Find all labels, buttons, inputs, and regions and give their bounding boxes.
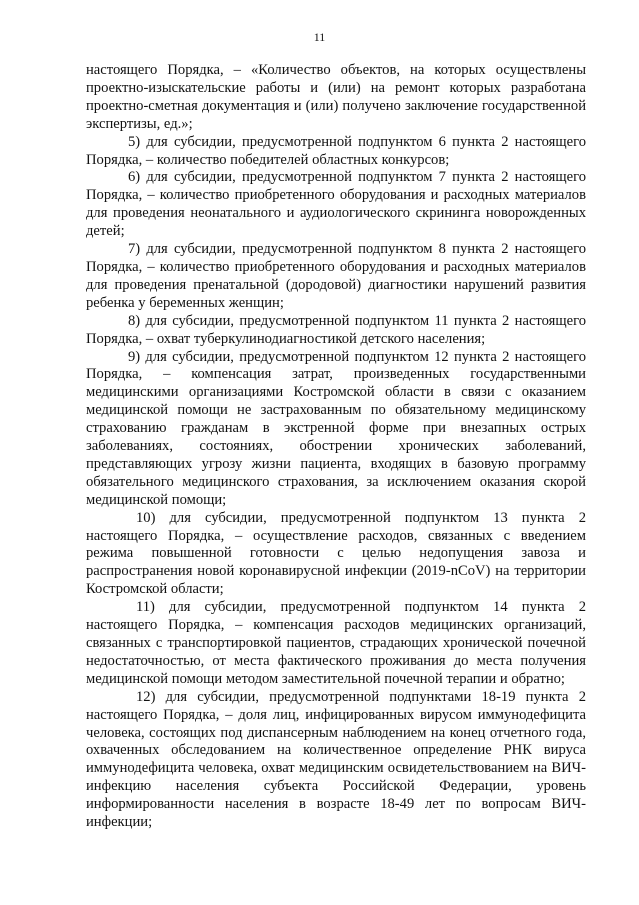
paragraph-item-10: 10) для субсидии, предусмотренной подпунктом 13 пункта 2 настоящего Порядка, – осуществление расходов, связанных с введением режима повышенной готовности с целью недопущения завоза и распространения новой коронавирусной инфекции (2019-nCoV) на территории Костромской области; (86, 509, 586, 598)
paragraph-item-9: 9) для субсидии, предусмотренной подпунктом 12 пункта 2 настоящего Порядка, – компенсация затрат, произведенных государственными медицинскими организациями Костромской области в связи с оказанием медицинской помощи не застрахованным по обязательному медицинскому страхованию гражданам в экстренной форме при внезапных острых заболеваниях, состояниях, обострении хронических заболеваний, представляющих угрозу жизни пациента, входящих в базовую программу обязательного медицинского страхования, за исключением оказания скорой медицинской помощи; (86, 348, 586, 508)
document-body (86, 62, 586, 832)
paragraph-item-8: 8) для субсидии, предусмотренной подпунктом 11 пункта 2 настоящего Порядка, – охват туберкулинодиагностикой детского населения; (86, 312, 586, 347)
paragraph-item-7: 7) для субсидии, предусмотренной подпунктом 8 пункта 2 настоящего Порядка, – количество приобретенного оборудования и расходных материалов для проведения пренатальной (дородовой) диагностики нарушений развития ребенка у беременных женщин; (86, 241, 586, 311)
paragraph-item-5: 5) для субсидии, предусмотренной подпунктом 6 пункта 2 настоящего Порядка, – количество победителей областных конкурсов; (86, 133, 586, 168)
page-number: 11 (313, 30, 326, 44)
paragraph-item-12: 12) для субсидии, предусмотренной подпунктами 18-19 пункта 2 настоящего Порядка, – доля лиц, инфицированных вирусом иммунодефицита человека, состоящих под диспансерным наблюдением на конец отчетного года, охваченных обследованием на количественное определение РНК вируса иммунодефицита человека, охват медицинским освидетельствованием на ВИЧ-инфекцию населения субъекта Российской Федерации, уровень информированности населения в возрасте 18-49 лет по вопросам ВИЧ-инфекции; (86, 688, 586, 831)
paragraph-continuation: настоящего Порядка, – «Количество объектов, на которых осуществлены проектно-изыскательские работы и (или) на ремонт которых разработана проектно-сметная документация и (или) получено заключение государственной экспертизы, ед.»; (86, 62, 586, 132)
paragraph-item-11: 11) для субсидии, предусмотренной подпунктом 14 пункта 2 настоящего Порядка, – компенсация расходов медицинских организаций, связанных с транспортировкой пациентов, страдающих хронической почечной недостаточностью, от места фактического проживания до места получения медицинской помощи методом заместительной почечной терапии и обратно; (86, 599, 586, 687)
paragraph-item-6: 6) для субсидии, предусмотренной подпунктом 7 пункта 2 настоящего Порядка, – количество приобретенного оборудования и расходных материалов для проведения неонатального и аудиологического скрининга новорожденных детей; (86, 169, 586, 240)
